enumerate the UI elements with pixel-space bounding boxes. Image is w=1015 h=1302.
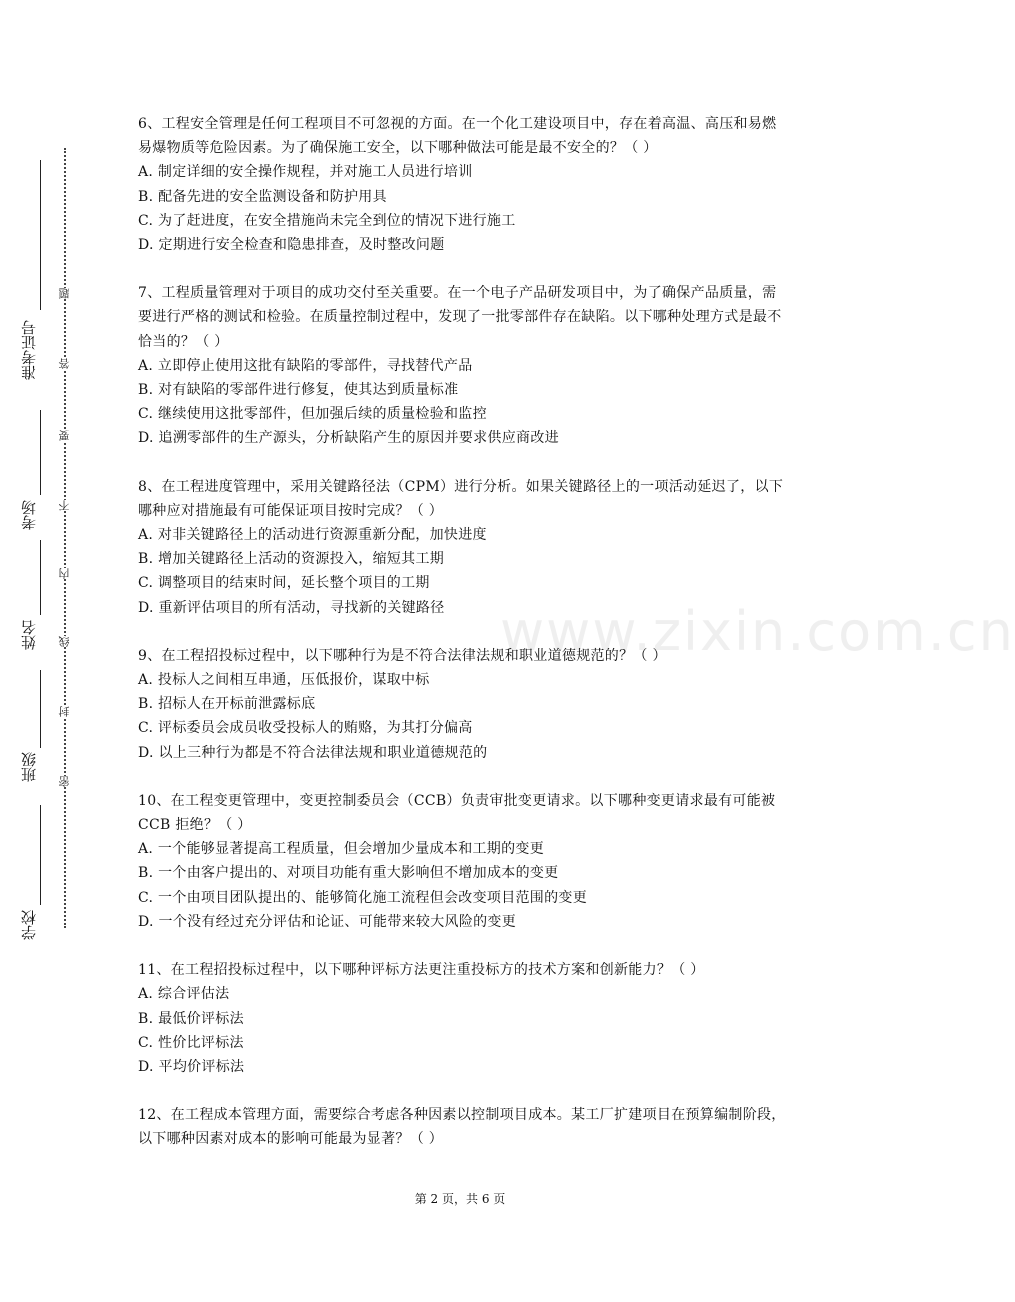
option-d: D. 一个没有经过充分评估和论证、可能带来较大风险的变更 bbox=[138, 913, 517, 930]
seal-char: 题 bbox=[58, 288, 71, 299]
student-info-fields bbox=[18, 140, 44, 960]
exam-number-label: 准考证号 bbox=[20, 320, 38, 380]
question-stem: 11、在工程招投标过程中，以下哪种评标方法更注重投标方的技术方案和创新能力？（ ） bbox=[138, 962, 705, 979]
question-11 bbox=[138, 958, 788, 1079]
question-stem: 12、在工程成本管理方面，需要综合考虑各种因素以控制项目成本。某工厂扩建项目在预算编制阶段，以下哪种因素对成本的影响可能最为显著？（ ） bbox=[138, 1107, 786, 1148]
seal-char: 不 bbox=[58, 500, 71, 511]
seal-char: 内 bbox=[58, 568, 71, 579]
question-10 bbox=[138, 789, 788, 934]
name-label: 姓名 bbox=[20, 620, 38, 650]
watermark: www.zixin.com.cn bbox=[500, 600, 1015, 663]
class-line bbox=[40, 670, 41, 748]
option-d: D. 追溯零部件的生产源头，分析缺陷产生的原因并要求供应商改进 bbox=[138, 430, 559, 447]
exam-number-line bbox=[40, 160, 41, 310]
option-b: B. 增加关键路径上活动的资源投入，缩短其工期 bbox=[138, 551, 445, 568]
question-list bbox=[138, 112, 788, 1176]
option-a: A. 对非关键路径上的活动进行资源重新分配，加快进度 bbox=[138, 527, 487, 544]
option-d: D. 重新评估项目的所有活动，寻找新的关键路径 bbox=[138, 599, 445, 616]
option-d: D. 平均价评标法 bbox=[138, 1058, 245, 1075]
option-a: A. 立即停止使用这批有缺陷的零部件，寻找替代产品 bbox=[138, 357, 473, 374]
question-7 bbox=[138, 281, 788, 450]
option-d: D. 定期进行安全检查和隐患排查，及时整改问题 bbox=[138, 237, 445, 254]
question-stem: 6、工程安全管理是任何工程项目不可忽视的方面。在一个化工建设项目中，存在着高温、高压和易燃易爆物质等危险因素。为了确保施工安全，以下哪种做法可能是最不安全的？（ ） bbox=[138, 116, 777, 157]
exam-room-line bbox=[40, 410, 41, 495]
name-line bbox=[40, 540, 41, 615]
school-label: 学校 bbox=[20, 910, 38, 940]
option-b: B. 对有缺陷的零部件进行修复，使其达到质量标准 bbox=[138, 382, 459, 399]
question-stem: 7、工程质量管理对于项目的成功交付至关重要。在一个电子产品研发项目中，为了确保产品质量，需要进行严格的测试和检验。在质量控制过程中，发现了一批零部件存在缺陷。以下哪种处理方式是最不恰当的？（ ） bbox=[138, 285, 782, 350]
seal-char: 封 bbox=[58, 706, 71, 717]
option-b: B. 最低价评标法 bbox=[138, 1010, 244, 1027]
seal-char: 要 bbox=[58, 430, 71, 441]
option-a: A. 投标人之间相互串通，压低报价，谋取中标 bbox=[138, 672, 430, 689]
seal-char: 密 bbox=[58, 776, 71, 787]
question-6 bbox=[138, 112, 788, 257]
question-9 bbox=[138, 644, 788, 765]
school-line bbox=[40, 805, 41, 905]
question-12 bbox=[138, 1103, 788, 1151]
question-stem: 10、在工程变更管理中，变更控制委员会（CCB）负责审批变更请求。以下哪种变更请求最有可能被 CCB 拒绝？（ ） bbox=[138, 792, 776, 834]
seal-char: 答 bbox=[58, 358, 71, 369]
option-d: D. 以上三种行为都是不符合法律法规和职业道德规范的 bbox=[138, 744, 488, 761]
class-label: 班级 bbox=[20, 752, 38, 782]
page-footer: 第 2 页，共 6 页 bbox=[414, 1192, 506, 1206]
question-stem: 8、在工程进度管理中，采用关键路径法（CPM）进行分析。如果关键路径上的一项活动延迟了，以下哪种应对措施最有可能保证项目按时完成？（ ） bbox=[138, 478, 784, 519]
option-b: B. 配备先进的安全监测设备和防护用具 bbox=[138, 188, 387, 205]
option-a: A. 综合评估法 bbox=[138, 986, 230, 1003]
option-a: A. 一个能够显著提高工程质量，但会增加少量成本和工期的变更 bbox=[138, 841, 545, 858]
option-c: C. 评标委员会成员收受投标人的贿赂，为其打分偏高 bbox=[138, 720, 473, 737]
option-b: B. 招标人在开标前泄露标底 bbox=[138, 696, 316, 713]
option-c: C. 为了赶进度，在安全措施尚未完全到位的情况下进行施工 bbox=[138, 212, 516, 229]
seal-dotted-line bbox=[64, 148, 67, 928]
option-c: C. 一个由项目团队提出的、能够简化施工流程但会改变项目范围的变更 bbox=[138, 889, 588, 906]
option-c: C. 继续使用这批零部件，但加强后续的质量检验和监控 bbox=[138, 406, 487, 423]
option-b: B. 一个由客户提出的、对项目功能有重大影响但不增加成本的变更 bbox=[138, 865, 559, 882]
option-a: A. 制定详细的安全操作规程，并对施工人员进行培训 bbox=[138, 164, 473, 181]
exam-room-label: 考场 bbox=[20, 500, 38, 530]
option-c: C. 调整项目的结束时间，延长整个项目的工期 bbox=[138, 575, 430, 592]
binding-margin bbox=[0, 0, 110, 1302]
option-c: C. 性价比评标法 bbox=[138, 1034, 244, 1051]
question-stem: 9、在工程招投标过程中，以下哪种行为是不符合法律法规和职业道德规范的？（ ） bbox=[138, 647, 667, 664]
seal-char: 线 bbox=[58, 636, 71, 647]
question-8 bbox=[138, 475, 788, 620]
